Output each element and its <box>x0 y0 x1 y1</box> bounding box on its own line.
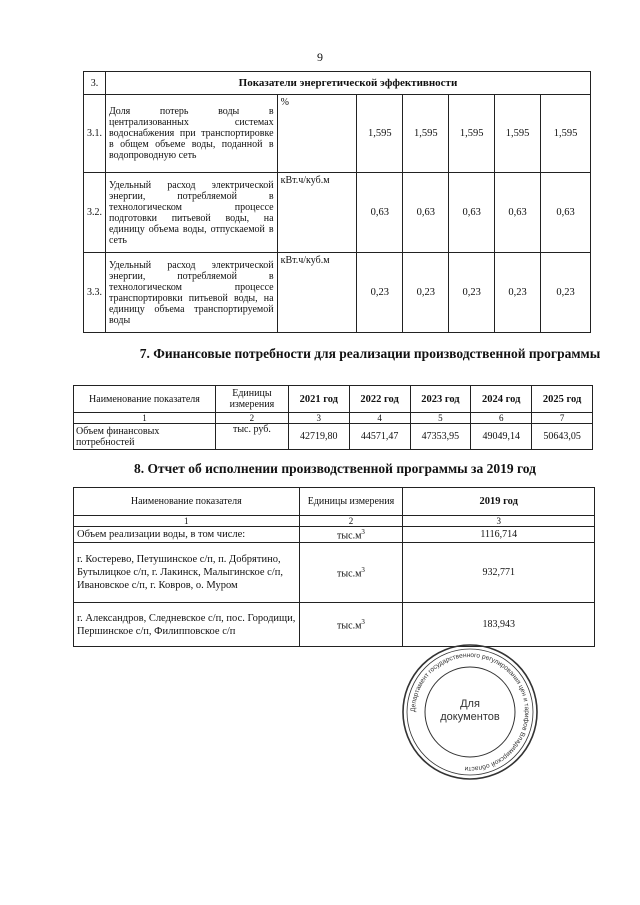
column-header: 2024 год <box>471 386 532 413</box>
row-value: 1,595 <box>403 95 449 173</box>
row-value: 0,23 <box>495 253 541 333</box>
program-report-table <box>73 487 595 647</box>
row-unit: кВт.ч/куб.м <box>277 253 357 333</box>
row-value: 932,771 <box>403 543 595 603</box>
row-number: 3.2. <box>84 173 106 253</box>
column-number-row <box>74 413 593 424</box>
row-unit: кВт.ч/куб.м <box>277 173 357 253</box>
row-value: 0,63 <box>357 173 403 253</box>
table-row <box>74 424 593 450</box>
column-number: 5 <box>410 413 471 424</box>
column-header: Наименование показателя <box>74 488 300 516</box>
column-header: 2025 год <box>532 386 593 413</box>
stamp-center-text <box>400 698 540 724</box>
row-value: 183,943 <box>403 603 595 647</box>
unit-exponent: 3 <box>361 565 365 574</box>
column-header: Наименование показателя <box>74 386 216 413</box>
column-header: Единицы измерения <box>215 386 288 413</box>
row-unit <box>299 543 403 603</box>
header-row <box>74 386 593 413</box>
row-value: 1,595 <box>357 95 403 173</box>
unit-base: тыс.м <box>337 568 362 580</box>
column-number: 2 <box>215 413 288 424</box>
column-number: 1 <box>74 413 216 424</box>
row-name: г. Александров, Следневское с/п, пос. Городищи, Першинское с/п, Филипповское с/п <box>74 603 300 647</box>
row-value: 0,23 <box>541 253 591 333</box>
row-value: 0,63 <box>541 173 591 253</box>
row-number: 3.3. <box>84 253 106 333</box>
energy-efficiency-table <box>83 71 591 333</box>
column-number-row <box>74 516 595 527</box>
column-number: 3 <box>288 413 349 424</box>
row-value: 44571,47 <box>349 424 410 450</box>
table-row <box>84 173 591 253</box>
row-name: Удельный расход электрической энергии, потребляемой в технологическом процессе подготовки питьевой воды, на единицу объема воды, отпускаемой в сеть <box>105 173 277 253</box>
page-number: 9 <box>317 50 323 64</box>
row-value: 50643,05 <box>532 424 593 450</box>
column-header: 2022 год <box>349 386 410 413</box>
column-header: 2021 год <box>288 386 349 413</box>
column-number: 4 <box>349 413 410 424</box>
financial-needs-table <box>73 385 593 450</box>
row-unit <box>299 527 403 543</box>
column-number: 7 <box>532 413 593 424</box>
column-header: 2019 год <box>403 488 595 516</box>
row-value: 0,23 <box>449 253 495 333</box>
stamp-line: Для <box>460 698 480 710</box>
row-value: 0,23 <box>403 253 449 333</box>
unit-base: тыс.м <box>337 620 362 632</box>
table-row <box>74 603 595 647</box>
row-name: Объем реализации воды, в том числе: <box>74 527 300 543</box>
row-value: 1,595 <box>449 95 495 173</box>
row-name: Объем финансовых потребностей <box>74 424 216 450</box>
row-value: 0,63 <box>403 173 449 253</box>
stamp-line: документов <box>440 711 500 723</box>
row-unit: % <box>277 95 357 173</box>
row-value: 49049,14 <box>471 424 532 450</box>
column-number: 2 <box>299 516 403 527</box>
column-header: 2023 год <box>410 386 471 413</box>
column-number: 6 <box>471 413 532 424</box>
table-row <box>74 527 595 543</box>
row-value: 0,63 <box>449 173 495 253</box>
header-row <box>74 488 595 516</box>
section-8-title: 8. Отчет об исполнении производственной программы за 2019 год <box>134 461 536 476</box>
table-row <box>84 95 591 173</box>
section-7-title: 7. Финансовые потребности для реализации производственной программы <box>139 346 601 361</box>
section-title: Показатели энергетической эффективности <box>105 72 590 95</box>
row-value: 0,63 <box>495 173 541 253</box>
column-number: 3 <box>403 516 595 527</box>
row-name: г. Костерево, Петушинское с/п, п. Добрятино, Бутылицкое с/п, г. Лакинск, Малыгинское с/п, Ивановское с/п, г. Ковров, о. Муром <box>74 543 300 603</box>
row-value: 1116,714 <box>403 527 595 543</box>
column-header: Единицы измерения <box>299 488 403 516</box>
row-value: 42719,80 <box>288 424 349 450</box>
unit-base: тыс.м <box>337 530 362 542</box>
section-number: 3. <box>84 72 106 95</box>
unit-exponent: 3 <box>361 617 365 626</box>
row-value: 0,23 <box>357 253 403 333</box>
row-name: Доля потерь воды в централизованных системах водоснабжения при транспортировке в общем объеме воды, поданной в водопроводную сеть <box>105 95 277 173</box>
row-value: 47353,95 <box>410 424 471 450</box>
unit-exponent: 3 <box>361 527 365 536</box>
row-name: Удельный расход электрической энергии, потребляемой в технологическом процессе транспортировки питьевой воды, на единицу объема транспортируемой воды <box>105 253 277 333</box>
table-row <box>84 253 591 333</box>
row-unit: тыс. руб. <box>215 424 288 450</box>
section-header-row <box>84 72 591 95</box>
table-row <box>74 543 595 603</box>
stamp-ring-path: Департамент государственного регулирования цен и тарифов Владимирской области <box>409 651 531 773</box>
column-number: 1 <box>74 516 300 527</box>
row-number: 3.1. <box>84 95 106 173</box>
row-value: 1,595 <box>541 95 591 173</box>
row-unit <box>299 603 403 647</box>
row-value: 1,595 <box>495 95 541 173</box>
